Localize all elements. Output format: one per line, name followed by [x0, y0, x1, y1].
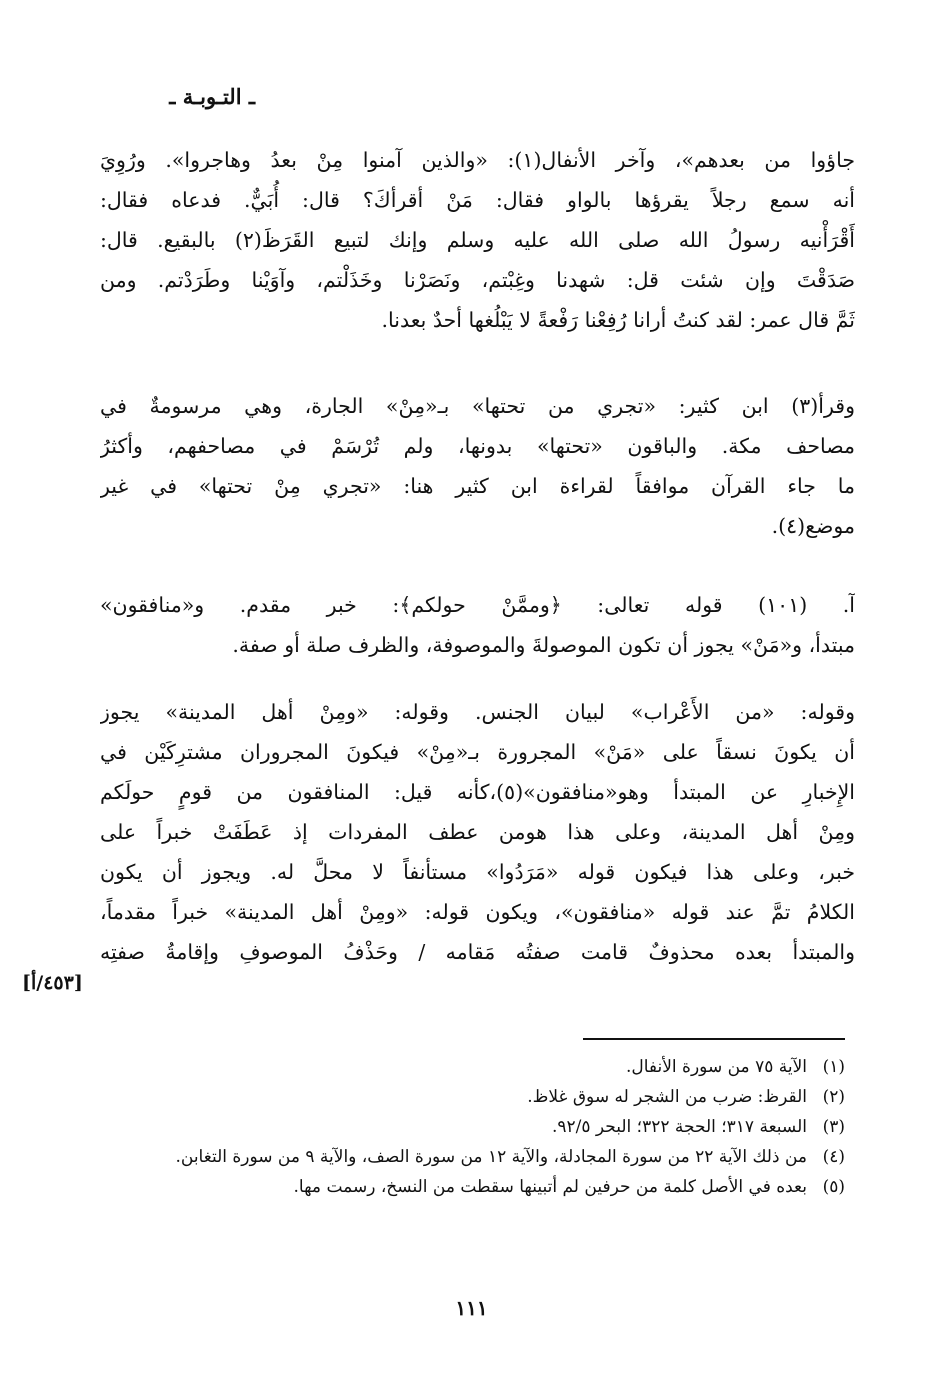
text-line: وقرأ(٣) ابن كثير: «تجري من تحتها» بـ«مِنْ» الجارة، وهي مرسومةٌ في: [100, 394, 855, 418]
text-line: مبتدأ، و«مَنْ» يجوز أن تكون الموصولةَ والموصوفة، والظرف صلة أو صفة.: [232, 633, 855, 657]
footnote-number: (٣): [822, 1117, 845, 1137]
footnote-number: (٢): [822, 1087, 845, 1107]
text-line: الإِخبارِ عن المبتدأ وهو«منافقون»(٥)،كأنه قيل: المنافقون من قومٍ حولَكم: [100, 780, 855, 804]
footnote-number: (٤): [822, 1147, 845, 1167]
footnote-item: [100, 1142, 845, 1172]
footnote-text: بعده في الأصل كلمة من حرفين لم أتبينها سقطت من النسخ، رسمت مها.: [293, 1177, 807, 1197]
footnote-item: [100, 1172, 845, 1202]
manuscript-folio-reference: [٤٥٣/أ]: [22, 972, 83, 994]
text-line: آ. (١٠١) قوله تعالى: ﴿وممَّنْ حولكم﴾: خبر مقدم. و«منافقون»: [100, 593, 855, 617]
footnote-number: (٥): [822, 1177, 845, 1197]
text-line: أَقْرَأْنيه رسولُ الله صلى الله عليه وسلم وإنك لتبيع القَرَظَ(٢) بالبقيع. قال:: [100, 228, 855, 252]
running-header: ـ التـوبـة ـ: [169, 84, 255, 109]
text-line: موضع(٤).: [771, 514, 855, 538]
verse-commentary-101: [100, 585, 855, 665]
text-line: صَدَقْتَ وإن شئت قل: شهدنا وغِبْتم، ونَصَرْنا وخَذَلْتم، وآوَيْنا وطَرَدْتم. ومن: [100, 268, 855, 292]
footnote-text: من ذلك الآية ٢٢ من سورة المجادلة، والآية ١٢ من سورة الصف، والآية ٩ من سورة التغابن.: [175, 1147, 807, 1167]
paragraph-2: [100, 386, 855, 546]
text-line: مصاحف مكة. والباقون «تحتها» بدونها، ولم تُرْسَمْ في مصاحفهم، وأكثرُ: [100, 434, 855, 458]
text-line: خبر، وعلى هذا فيكون قوله «مَرَدُوا» مستأنفاً لا محلَّ له. ويجوز أن يكون: [100, 860, 855, 884]
text-line: جاؤوا من بعدهم»، وآخر الأنفال(١): «والذين آمنوا مِنْ بعدُ وهاجروا». ورُوِيَ: [100, 148, 855, 172]
text-line: والمبتدأ بعده محذوفٌ قامت صفتُه مَقامه / وحَذْفُ الموصوفِ وإقامةُ صفتِه: [100, 940, 855, 964]
footnote-item: [100, 1052, 845, 1082]
text-line: وقوله: «من الأَعْراب» لبيان الجنس. وقوله: «ومِنْ أهل المدينة» يجوز: [100, 700, 855, 724]
text-line: ما جاء القرآن موافقاً لقراءة ابن كثير هنا: «تجري مِنْ تحتها» في غير: [100, 474, 855, 498]
text-line: الكلامُ تمَّ عند قوله «منافقون»، ويكون قوله: «ومِنْ أهل المدينة» خبراً مقدماً،: [100, 900, 855, 924]
text-line: ثَمَّ قال عمر: لقد كنتُ أرانا رُفِعْنا رَفْعةً لا يَبْلُغها أحدٌ بعدنا.: [381, 308, 855, 332]
footnote-text: القرظ: ضرب من الشجر له سوق غلاظ.: [527, 1087, 807, 1107]
text-line: أن يكونَ نسقاً على «مَنْ» المجرورة بـ«مِنْ» فيكونَ المجروران مشترِكَيْن في: [100, 740, 855, 764]
footnote-number: (١): [822, 1057, 845, 1077]
paragraph-4: [100, 692, 855, 972]
page-number: ١١١: [455, 1296, 488, 1320]
footnote-text: الآية ٧٥ من سورة الأنفال.: [625, 1057, 807, 1077]
footnote-item: [100, 1112, 845, 1142]
footnote-separator: [583, 1038, 845, 1040]
paragraph-1: [100, 140, 855, 340]
text-line: ومِنْ أهل المدينة، وعلى هذا هومن عطف المفردات إذ عَطَفَتْ خبراً على: [100, 820, 855, 844]
footnote-item: [100, 1082, 845, 1112]
footnotes: [100, 1052, 845, 1202]
footnote-text: السبعة ٣١٧؛ الحجة ٣٢٢؛ البحر ٩٢/٥.: [551, 1117, 807, 1137]
text-line: أنه سمع رجلاً يقرؤها بالواو فقال: مَنْ أقرأكَ؟ قال: أُبَيٌّ. فدعاه فقال:: [100, 188, 855, 212]
